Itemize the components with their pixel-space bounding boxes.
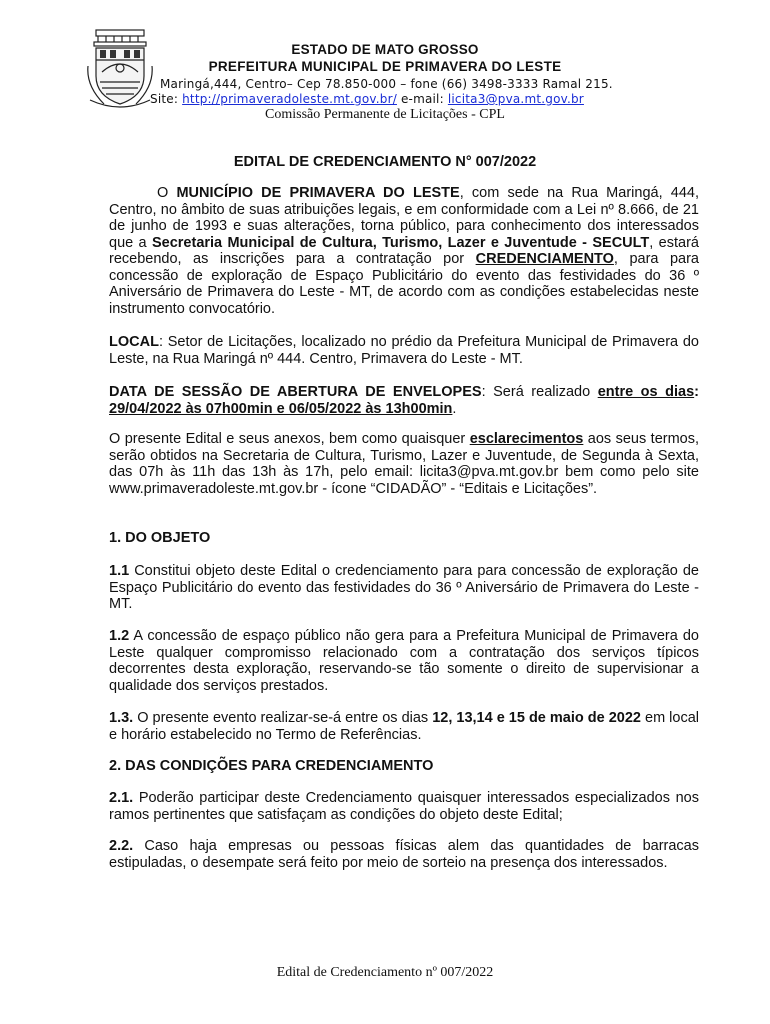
header-address: Maringá,444, Centro– Cep 78.850-000 – fone (66) 3498-3333 Ramal 215.	[160, 77, 613, 91]
session-text: : Será realizado	[481, 384, 598, 400]
p11-number: 1.1	[109, 563, 130, 579]
p13-number: 1.3.	[109, 710, 134, 726]
email-link[interactable]: licita3@pva.mt.gov.br	[447, 92, 584, 106]
local-paragraph	[109, 334, 699, 367]
session-between-days: entre os dias	[597, 384, 695, 400]
intro-text-1: O	[157, 185, 177, 201]
intro-credenciamento: CREDENCIAMENTO	[475, 251, 614, 267]
p22-text: Caso haja empresas ou pessoas físicas alem das quantidades de barracas estipuladas, o desempate será feito por meio de sorteio na presença dos interessados.	[109, 838, 699, 871]
section-2-heading: 2. DAS CONDIÇÕES PARA CREDENCIAMENTO	[109, 758, 434, 774]
session-end: .	[452, 400, 457, 417]
municipal-seal-logo	[84, 26, 156, 110]
local-label: LOCAL	[109, 334, 159, 350]
document-title: EDITAL DE CREDENCIAMENTO N° 007/2022	[233, 154, 537, 170]
intro-secretaria: Secretaria Municipal de Cultura, Turismo, Lazer e Juventude - SECULT	[151, 234, 650, 251]
paragraph-2-2	[109, 838, 699, 871]
p13-dates: 12, 13,14 e 15 de maio de 2022	[432, 710, 641, 726]
local-text: : Setor de Licitações, localizado no prédio da Prefeitura Municipal de Primavera do Leste, na Rua Maringá nº 444. Centro, Primavera do Leste - MT.	[109, 334, 699, 367]
session-dates: 29/04/2022 às 07h00min e 06/05/2022 às 13h00min	[109, 400, 453, 417]
info-esclarecimentos: esclarecimentos	[469, 431, 584, 447]
page-footer: Edital de Credenciamento nº 007/2022	[276, 965, 494, 980]
header-commission: Comissão Permanente de Licitações - CPL	[265, 107, 505, 122]
header-state: ESTADO DE MATO GROSSO	[291, 42, 479, 57]
info-text-1: O presente Edital e seus anexos, bem como quaisquer	[109, 431, 470, 447]
header-prefeitura: PREFEITURA MUNICIPAL DE PRIMAVERA DO LESTE	[208, 59, 562, 74]
intro-text-4: , para para concessão de exploração de Espaço Publicitário do evento das festividades do 36 º Aniversário de Primavera do Leste - MT, de acordo com as condições estabelecidas neste instrumento convocatório.	[109, 251, 699, 317]
p22-number: 2.2.	[109, 838, 134, 854]
paragraph-1-2	[109, 628, 699, 694]
site-link[interactable]: http://primaveradoleste.mt.gov.br/	[182, 92, 397, 106]
p12-number: 1.2	[109, 628, 130, 644]
intro-paragraph	[109, 185, 699, 317]
email-label: e-mail:	[400, 92, 444, 106]
p12-text: A concessão de espaço público não gera para a Prefeitura Municipal de Primavera do Leste qualquer compromisso relacionado com a contratação dos serviços típicos decorrentes desta exploração, reservando-se tão somente o direito de supervisionar a qualidade dos serviços prestados.	[109, 628, 699, 694]
session-paragraph	[109, 384, 699, 417]
session-label: DATA DE SESSÃO DE ABERTURA DE ENVELOPES	[109, 384, 482, 400]
intro-text-2: , com sede na Rua Maringá, 444, Centro, no âmbito de suas atribuições legais, e em conformidade com a Lei nº 8.666, de 21 de junho de 1993 e suas alterações, torna público, para conhecimento dos interessados que a	[109, 185, 699, 251]
p11-text: Constitui objeto deste Edital o credenciamento para para concessão de exploração de Espaço Publicitário do evento das festividades do 36 º Aniversário de Primavera do Leste - MT.	[109, 563, 699, 612]
header-site-line	[150, 92, 584, 106]
paragraph-1-3	[109, 710, 699, 743]
p21-number: 2.1.	[109, 790, 134, 806]
section-1-heading: 1. DO OBJETO	[109, 530, 211, 546]
info-text-2: aos seus termos, serão obtidos na Secretaria de Cultura, Turismo, Lazer e Juventude, de Segunda à Sexta, das 07h às 11h das 13h às 17h, pelo email: licita3@pva.mt.gov.br bem como pelo site www.primaveradoleste.mt.gov.br - ícone “CIDADÃO” - “Editais e Licitações”.	[109, 431, 700, 497]
p13-text-1: O presente evento realizar-se-á entre os dias	[133, 710, 433, 726]
p13-text-2: em local e horário estabelecido no Termo de Referências.	[109, 710, 700, 743]
info-paragraph	[109, 431, 699, 497]
p21-text: Poderão participar deste Credenciamento quaisquer interessados especializados nos ramos pertinentes que satisfaçam as condições do objeto deste Edital;	[109, 790, 699, 823]
paragraph-2-1	[109, 790, 699, 823]
site-label: Site:	[150, 92, 179, 106]
session-colon: :	[694, 384, 699, 400]
paragraph-1-1	[109, 563, 699, 613]
intro-text-3: , estará recebendo, as inscrições para a contratação por	[109, 234, 699, 267]
intro-municipio: MUNICÍPIO DE PRIMAVERA DO LESTE	[176, 185, 460, 201]
